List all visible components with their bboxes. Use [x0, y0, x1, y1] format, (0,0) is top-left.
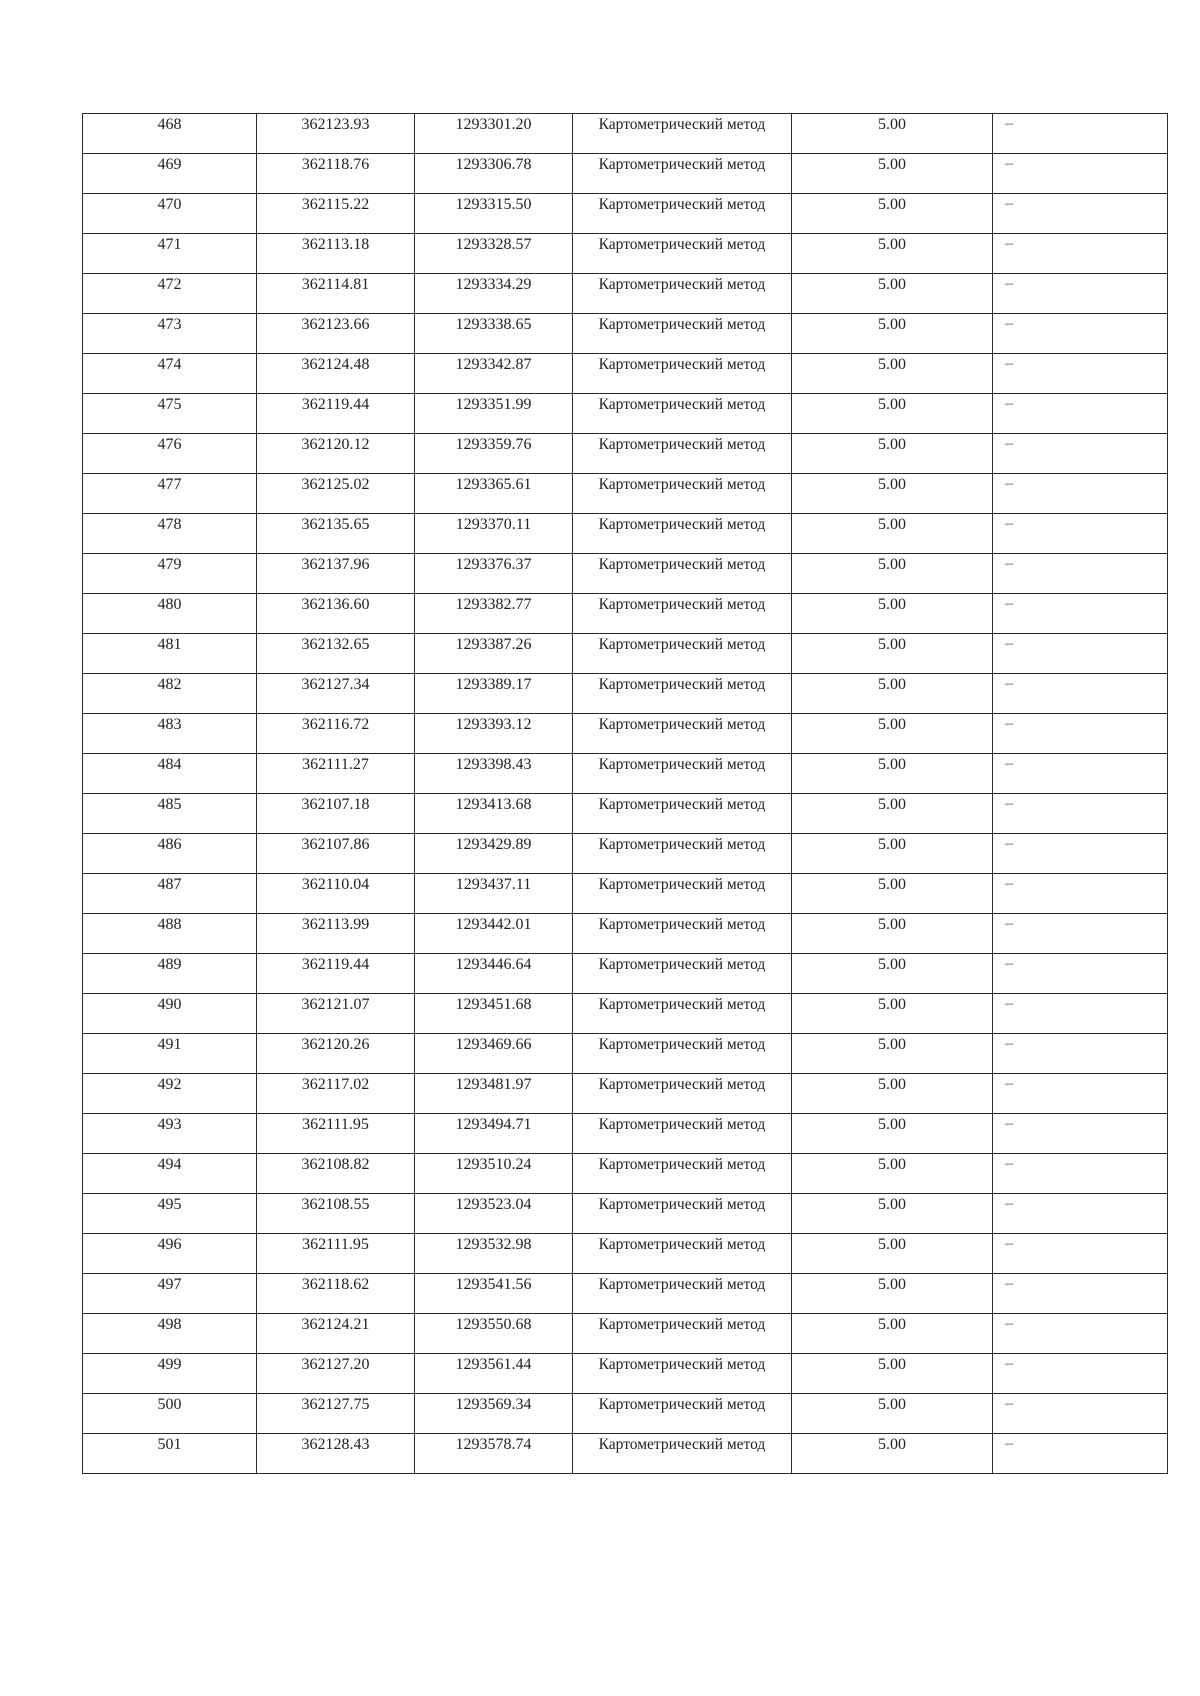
table-row	[83, 1354, 1168, 1394]
table-row	[83, 234, 1168, 274]
y-coordinate-cell: 1293370.11	[415, 514, 573, 554]
method-cell: Картометрический метод	[573, 194, 792, 234]
accuracy-cell: 5.00	[792, 1074, 993, 1114]
description-cell: –	[993, 1274, 1168, 1314]
y-coordinate-cell: 1293561.44	[415, 1354, 573, 1394]
point-number-cell: 483	[83, 714, 257, 754]
y-coordinate-cell: 1293338.65	[415, 314, 573, 354]
x-coordinate-cell: 362127.34	[257, 674, 415, 714]
method-cell: Картометрический метод	[573, 514, 792, 554]
y-coordinate-cell: 1293541.56	[415, 1274, 573, 1314]
coordinates-table-body	[83, 114, 1168, 1474]
description-cell: –	[993, 1194, 1168, 1234]
accuracy-cell: 5.00	[792, 1114, 993, 1154]
point-number-cell: 475	[83, 394, 257, 434]
description-cell: –	[993, 754, 1168, 794]
table-row	[83, 634, 1168, 674]
description-cell: –	[993, 274, 1168, 314]
y-coordinate-cell: 1293382.77	[415, 594, 573, 634]
y-coordinate-cell: 1293481.97	[415, 1074, 573, 1114]
point-number-cell: 471	[83, 234, 257, 274]
table-row	[83, 994, 1168, 1034]
x-coordinate-cell: 362118.76	[257, 154, 415, 194]
y-coordinate-cell: 1293446.64	[415, 954, 573, 994]
x-coordinate-cell: 362123.93	[257, 114, 415, 154]
y-coordinate-cell: 1293301.20	[415, 114, 573, 154]
x-coordinate-cell: 362119.44	[257, 954, 415, 994]
point-number-cell: 476	[83, 434, 257, 474]
method-cell: Картометрический метод	[573, 154, 792, 194]
y-coordinate-cell: 1293328.57	[415, 234, 573, 274]
x-coordinate-cell: 362125.02	[257, 474, 415, 514]
method-cell: Картометрический метод	[573, 1034, 792, 1074]
point-number-cell: 489	[83, 954, 257, 994]
method-cell: Картометрический метод	[573, 674, 792, 714]
accuracy-cell: 5.00	[792, 274, 993, 314]
x-coordinate-cell: 362127.20	[257, 1354, 415, 1394]
table-row	[83, 594, 1168, 634]
point-number-cell: 495	[83, 1194, 257, 1234]
x-coordinate-cell: 362127.75	[257, 1394, 415, 1434]
coordinates-table	[82, 113, 1168, 1474]
description-cell: –	[993, 194, 1168, 234]
description-cell: –	[993, 514, 1168, 554]
point-number-cell: 498	[83, 1314, 257, 1354]
x-coordinate-cell: 362137.96	[257, 554, 415, 594]
accuracy-cell: 5.00	[792, 914, 993, 954]
accuracy-cell: 5.00	[792, 1154, 993, 1194]
y-coordinate-cell: 1293389.17	[415, 674, 573, 714]
point-number-cell: 499	[83, 1354, 257, 1394]
method-cell: Картометрический метод	[573, 474, 792, 514]
table-row	[83, 834, 1168, 874]
table-row	[83, 1034, 1168, 1074]
x-coordinate-cell: 362128.43	[257, 1434, 415, 1474]
method-cell: Картометрический метод	[573, 1434, 792, 1474]
table-row	[83, 154, 1168, 194]
accuracy-cell: 5.00	[792, 794, 993, 834]
x-coordinate-cell: 362108.82	[257, 1154, 415, 1194]
description-cell: –	[993, 874, 1168, 914]
description-cell: –	[993, 314, 1168, 354]
method-cell: Картометрический метод	[573, 114, 792, 154]
point-number-cell: 488	[83, 914, 257, 954]
point-number-cell: 490	[83, 994, 257, 1034]
x-coordinate-cell: 362110.04	[257, 874, 415, 914]
table-row	[83, 314, 1168, 354]
method-cell: Картометрический метод	[573, 1114, 792, 1154]
accuracy-cell: 5.00	[792, 954, 993, 994]
accuracy-cell: 5.00	[792, 394, 993, 434]
y-coordinate-cell: 1293510.24	[415, 1154, 573, 1194]
y-coordinate-cell: 1293469.66	[415, 1034, 573, 1074]
method-cell: Картометрический метод	[573, 234, 792, 274]
method-cell: Картометрический метод	[573, 1274, 792, 1314]
point-number-cell: 494	[83, 1154, 257, 1194]
table-row	[83, 1074, 1168, 1114]
method-cell: Картометрический метод	[573, 994, 792, 1034]
y-coordinate-cell: 1293494.71	[415, 1114, 573, 1154]
point-number-cell: 469	[83, 154, 257, 194]
x-coordinate-cell: 362114.81	[257, 274, 415, 314]
description-cell: –	[993, 354, 1168, 394]
point-number-cell: 492	[83, 1074, 257, 1114]
x-coordinate-cell: 362113.99	[257, 914, 415, 954]
y-coordinate-cell: 1293359.76	[415, 434, 573, 474]
y-coordinate-cell: 1293315.50	[415, 194, 573, 234]
accuracy-cell: 5.00	[792, 754, 993, 794]
point-number-cell: 486	[83, 834, 257, 874]
x-coordinate-cell: 362123.66	[257, 314, 415, 354]
point-number-cell: 473	[83, 314, 257, 354]
y-coordinate-cell: 1293413.68	[415, 794, 573, 834]
point-number-cell: 493	[83, 1114, 257, 1154]
description-cell: –	[993, 914, 1168, 954]
table-row	[83, 1274, 1168, 1314]
method-cell: Картометрический метод	[573, 1194, 792, 1234]
method-cell: Картометрический метод	[573, 754, 792, 794]
point-number-cell: 481	[83, 634, 257, 674]
x-coordinate-cell: 362124.48	[257, 354, 415, 394]
accuracy-cell: 5.00	[792, 1354, 993, 1394]
x-coordinate-cell: 362116.72	[257, 714, 415, 754]
x-coordinate-cell: 362111.27	[257, 754, 415, 794]
method-cell: Картометрический метод	[573, 714, 792, 754]
point-number-cell: 501	[83, 1434, 257, 1474]
description-cell: –	[993, 594, 1168, 634]
accuracy-cell: 5.00	[792, 834, 993, 874]
method-cell: Картометрический метод	[573, 594, 792, 634]
accuracy-cell: 5.00	[792, 194, 993, 234]
table-row	[83, 394, 1168, 434]
accuracy-cell: 5.00	[792, 1034, 993, 1074]
x-coordinate-cell: 362118.62	[257, 1274, 415, 1314]
y-coordinate-cell: 1293351.99	[415, 394, 573, 434]
description-cell: –	[993, 634, 1168, 674]
accuracy-cell: 5.00	[792, 234, 993, 274]
description-cell: –	[993, 1114, 1168, 1154]
accuracy-cell: 5.00	[792, 634, 993, 674]
table-row	[83, 954, 1168, 994]
point-number-cell: 472	[83, 274, 257, 314]
accuracy-cell: 5.00	[792, 1394, 993, 1434]
description-cell: –	[993, 714, 1168, 754]
point-number-cell: 496	[83, 1234, 257, 1274]
point-number-cell: 500	[83, 1394, 257, 1434]
y-coordinate-cell: 1293334.29	[415, 274, 573, 314]
point-number-cell: 487	[83, 874, 257, 914]
method-cell: Картометрический метод	[573, 554, 792, 594]
description-cell: –	[993, 674, 1168, 714]
table-row	[83, 1314, 1168, 1354]
accuracy-cell: 5.00	[792, 114, 993, 154]
accuracy-cell: 5.00	[792, 1274, 993, 1314]
accuracy-cell: 5.00	[792, 554, 993, 594]
table-row	[83, 1194, 1168, 1234]
x-coordinate-cell: 362111.95	[257, 1234, 415, 1274]
method-cell: Картометрический метод	[573, 394, 792, 434]
y-coordinate-cell: 1293437.11	[415, 874, 573, 914]
table-row	[83, 1394, 1168, 1434]
y-coordinate-cell: 1293393.12	[415, 714, 573, 754]
point-number-cell: 479	[83, 554, 257, 594]
table-row	[83, 794, 1168, 834]
accuracy-cell: 5.00	[792, 514, 993, 554]
y-coordinate-cell: 1293306.78	[415, 154, 573, 194]
point-number-cell: 491	[83, 1034, 257, 1074]
accuracy-cell: 5.00	[792, 154, 993, 194]
description-cell: –	[993, 994, 1168, 1034]
method-cell: Картометрический метод	[573, 1394, 792, 1434]
table-row	[83, 714, 1168, 754]
accuracy-cell: 5.00	[792, 594, 993, 634]
accuracy-cell: 5.00	[792, 874, 993, 914]
description-cell: –	[993, 1074, 1168, 1114]
table-row	[83, 274, 1168, 314]
accuracy-cell: 5.00	[792, 714, 993, 754]
table-row	[83, 474, 1168, 514]
y-coordinate-cell: 1293387.26	[415, 634, 573, 674]
x-coordinate-cell: 362135.65	[257, 514, 415, 554]
point-number-cell: 480	[83, 594, 257, 634]
description-cell: –	[993, 154, 1168, 194]
accuracy-cell: 5.00	[792, 1314, 993, 1354]
method-cell: Картометрический метод	[573, 874, 792, 914]
accuracy-cell: 5.00	[792, 354, 993, 394]
method-cell: Картометрический метод	[573, 274, 792, 314]
point-number-cell: 468	[83, 114, 257, 154]
method-cell: Картометрический метод	[573, 1234, 792, 1274]
table-row	[83, 354, 1168, 394]
y-coordinate-cell: 1293451.68	[415, 994, 573, 1034]
table-row	[83, 1154, 1168, 1194]
table-row	[83, 1434, 1168, 1474]
table-row	[83, 914, 1168, 954]
y-coordinate-cell: 1293429.89	[415, 834, 573, 874]
y-coordinate-cell: 1293342.87	[415, 354, 573, 394]
description-cell: –	[993, 1034, 1168, 1074]
description-cell: –	[993, 554, 1168, 594]
method-cell: Картометрический метод	[573, 914, 792, 954]
y-coordinate-cell: 1293365.61	[415, 474, 573, 514]
table-row	[83, 874, 1168, 914]
y-coordinate-cell: 1293376.37	[415, 554, 573, 594]
point-number-cell: 470	[83, 194, 257, 234]
x-coordinate-cell: 362119.44	[257, 394, 415, 434]
description-cell: –	[993, 1434, 1168, 1474]
accuracy-cell: 5.00	[792, 674, 993, 714]
description-cell: –	[993, 1394, 1168, 1434]
y-coordinate-cell: 1293550.68	[415, 1314, 573, 1354]
description-cell: –	[993, 1234, 1168, 1274]
accuracy-cell: 5.00	[792, 1194, 993, 1234]
description-cell: –	[993, 1314, 1168, 1354]
accuracy-cell: 5.00	[792, 474, 993, 514]
table-row	[83, 1114, 1168, 1154]
description-cell: –	[993, 954, 1168, 994]
point-number-cell: 484	[83, 754, 257, 794]
method-cell: Картометрический метод	[573, 354, 792, 394]
table-row	[83, 114, 1168, 154]
point-number-cell: 477	[83, 474, 257, 514]
description-cell: –	[993, 394, 1168, 434]
y-coordinate-cell: 1293569.34	[415, 1394, 573, 1434]
accuracy-cell: 5.00	[792, 434, 993, 474]
accuracy-cell: 5.00	[792, 1234, 993, 1274]
x-coordinate-cell: 362108.55	[257, 1194, 415, 1234]
description-cell: –	[993, 834, 1168, 874]
x-coordinate-cell: 362132.65	[257, 634, 415, 674]
method-cell: Картометрический метод	[573, 954, 792, 994]
x-coordinate-cell: 362107.86	[257, 834, 415, 874]
point-number-cell: 478	[83, 514, 257, 554]
x-coordinate-cell: 362117.02	[257, 1074, 415, 1114]
method-cell: Картометрический метод	[573, 1154, 792, 1194]
accuracy-cell: 5.00	[792, 314, 993, 354]
y-coordinate-cell: 1293398.43	[415, 754, 573, 794]
table-row	[83, 674, 1168, 714]
x-coordinate-cell: 362120.26	[257, 1034, 415, 1074]
method-cell: Картометрический метод	[573, 1354, 792, 1394]
y-coordinate-cell: 1293578.74	[415, 1434, 573, 1474]
x-coordinate-cell: 362107.18	[257, 794, 415, 834]
point-number-cell: 485	[83, 794, 257, 834]
description-cell: –	[993, 794, 1168, 834]
description-cell: –	[993, 234, 1168, 274]
method-cell: Картометрический метод	[573, 314, 792, 354]
description-cell: –	[993, 1154, 1168, 1194]
y-coordinate-cell: 1293523.04	[415, 1194, 573, 1234]
y-coordinate-cell: 1293532.98	[415, 1234, 573, 1274]
method-cell: Картометрический метод	[573, 834, 792, 874]
accuracy-cell: 5.00	[792, 994, 993, 1034]
x-coordinate-cell: 362115.22	[257, 194, 415, 234]
point-number-cell: 482	[83, 674, 257, 714]
x-coordinate-cell: 362136.60	[257, 594, 415, 634]
method-cell: Картометрический метод	[573, 1074, 792, 1114]
description-cell: –	[993, 114, 1168, 154]
x-coordinate-cell: 362113.18	[257, 234, 415, 274]
y-coordinate-cell: 1293442.01	[415, 914, 573, 954]
point-number-cell: 497	[83, 1274, 257, 1314]
x-coordinate-cell: 362120.12	[257, 434, 415, 474]
method-cell: Картометрический метод	[573, 794, 792, 834]
point-number-cell: 474	[83, 354, 257, 394]
x-coordinate-cell: 362121.07	[257, 994, 415, 1034]
table-row	[83, 194, 1168, 234]
table-row	[83, 754, 1168, 794]
table-row	[83, 514, 1168, 554]
method-cell: Картометрический метод	[573, 1314, 792, 1354]
x-coordinate-cell: 362111.95	[257, 1114, 415, 1154]
accuracy-cell: 5.00	[792, 1434, 993, 1474]
x-coordinate-cell: 362124.21	[257, 1314, 415, 1354]
description-cell: –	[993, 474, 1168, 514]
table-row	[83, 434, 1168, 474]
table-row	[83, 1234, 1168, 1274]
table-row	[83, 554, 1168, 594]
description-cell: –	[993, 434, 1168, 474]
method-cell: Картометрический метод	[573, 634, 792, 674]
method-cell: Картометрический метод	[573, 434, 792, 474]
description-cell: –	[993, 1354, 1168, 1394]
